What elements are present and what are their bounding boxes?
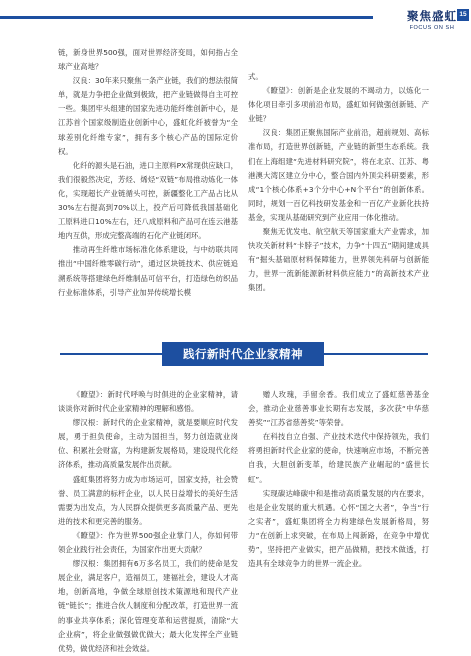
- section-banner: [60, 342, 428, 366]
- paragraph: 汉良：30年来只聚焦一条产业链，我们的想法很简单，就是力争把企业做到极致，把产业链做得自主可控一些。集团牢头组建的国家先进功能纤维创新中心，是江苏首个国家级制造业创新中心，盛虹化纤被誉为“全球差别化纤维专家”，拥有多个核心产品的国际定价权。: [58, 76, 238, 156]
- paragraph: 推动再生纤维市场标准化体系建设，与中纺联共同推出“中国纤维零碳行动”，通过区块链技术、供应链追溯系统等搭建绿色纤维制品可信平台，打造绿色纺织品行业标准体系，引导产业加异传统增长模: [58, 245, 238, 297]
- paragraph: 缪汉根：集团拥有6万多名员工，我们的使命是发展企业，满足客户，造福员工，建福社会，建设人才高地，创新高地，争做全球原创技术策源地和现代产业链“链长”；推进合伙人制度和分配改革，打造世界一流的事业共享体系；深化管理变革和运营提质，清除“大企业病”，将企业做强做优做大；最大化发挥全产业链优势，做优经济和社会效益。: [58, 559, 238, 653]
- paragraph: 链，新身世界500强，面对世界经济变局，如何指占全球产业高地？: [58, 48, 238, 72]
- paragraph: 实现碳达峰碳中和是推动高质量发展的内在要求，也是企业发展的重大机遇。心怀“国之大者”，争当“行之实者”，盛虹集团将全力构建绿色发展新格局，努力“在创新上求突破，在布局上闯新路，在竞争中增优势”，坚持把产业做实，把产品做精，把技术做透，打造具有全球竞争力的世界一流企业。: [248, 488, 429, 569]
- question-paragraph: 《瞭望》：创新是企业发展的不竭动力，以炼化一体化项目牵引多项前沿布局，盛虹如何做强创新链、产业链？: [248, 86, 429, 124]
- paragraph: 缪汉根：新时代的企业家精神，就是要顺应时代发展，勇于担负使命，主动为国担当，努力创造就业岗位、积累社会财富，为构建新发展格局，建设现代化经济体系，推动高质量发展作出贡献。: [58, 418, 238, 470]
- brand-logo: [407, 8, 457, 31]
- paragraph: 在科技自立自强、产业技术迭代中保持领先，我们将勇担新时代企业家的使命，快速响应市场，不断完善自我，大胆创新变革，给建民族产业崛起的“盛世长虹”。: [248, 432, 429, 484]
- article-column-top-left: [58, 46, 238, 300]
- paragraph: 式。: [248, 72, 263, 81]
- paragraph: 汉良：集团正聚焦国际产业前沿，超前规划、高标准布局，打造世界创新链，产业链的新型生态系统。我们在上海组建“先进材料研究院”，将在北京、江苏、粤港澳大湾区建立分中心，整合国内外顶尖科研要素，形成“1个核心体系+3个分中心+N个平台”的创新体系。同时，规划一百亿科技研发基金和一百亿产业新化扶持基金，实现从基础研究到产业应用一体化推动。: [248, 128, 429, 222]
- section-title: 践行新时代企业家精神: [162, 342, 324, 366]
- article-column-bottom-left: [58, 388, 238, 656]
- header-rule: [0, 16, 373, 19]
- paragraph: 聚焦无优发电、航空航天等国家重大产业需求，加快攻关新材料“卡脖子”技术，力争“十四五”期间建成具有“掘头基础原材料保障能力，世界领先科研与创新能力，世界一流新能源新材料供应能力”的高新技术产业集团。: [248, 227, 429, 293]
- question-paragraph: 《瞭望》：作为世界500强企业掌门人，你如何带领企业践行社会责任，为国家作出更大贡献？: [58, 530, 238, 555]
- brand-name-en: FOCUS ON SH: [409, 25, 455, 31]
- paragraph: 化纤的源头是石油，进口主原料PX常现供应缺口，我们很毅然决定，芳烃、烯烃“双链”布局推动炼化一体化，实现超长产业链循头可控，新疆整化工产品占比从30%左右提高到70%以上，投产后可降低我国基础化工原料进口10%左右，还八成原料和产品可在连云港基地内互供，形成完整高端的石化产业链闭环。: [58, 160, 238, 241]
- page-number: 15: [457, 9, 469, 21]
- article-column-top-right: [248, 70, 429, 296]
- brand-name-zh: 聚焦盛虹: [407, 9, 457, 23]
- paragraph: 盛虹集团将努力成为市场运可，国家支持，社会赞誉、员工满意的标杆企业，以人民日益增长的美好生活需要为出发点，为人民群众提供更多高质量产品、更先进的技术和更完善的服务。: [58, 474, 238, 526]
- article-column-bottom-right: [248, 388, 429, 571]
- paragraph: 赠人玫瑰，手留余香。我们成立了盛虹慈善基金会，推动企业慈善事业长期有志发展，多次获“中华慈善奖”“江苏省慈善奖”等荣誉。: [248, 390, 429, 428]
- question-paragraph: 《瞭望》：新时代呼唤与时俱进的企业家精神，请谈谈你对新时代企业家精神的理解和感悟。: [58, 390, 238, 414]
